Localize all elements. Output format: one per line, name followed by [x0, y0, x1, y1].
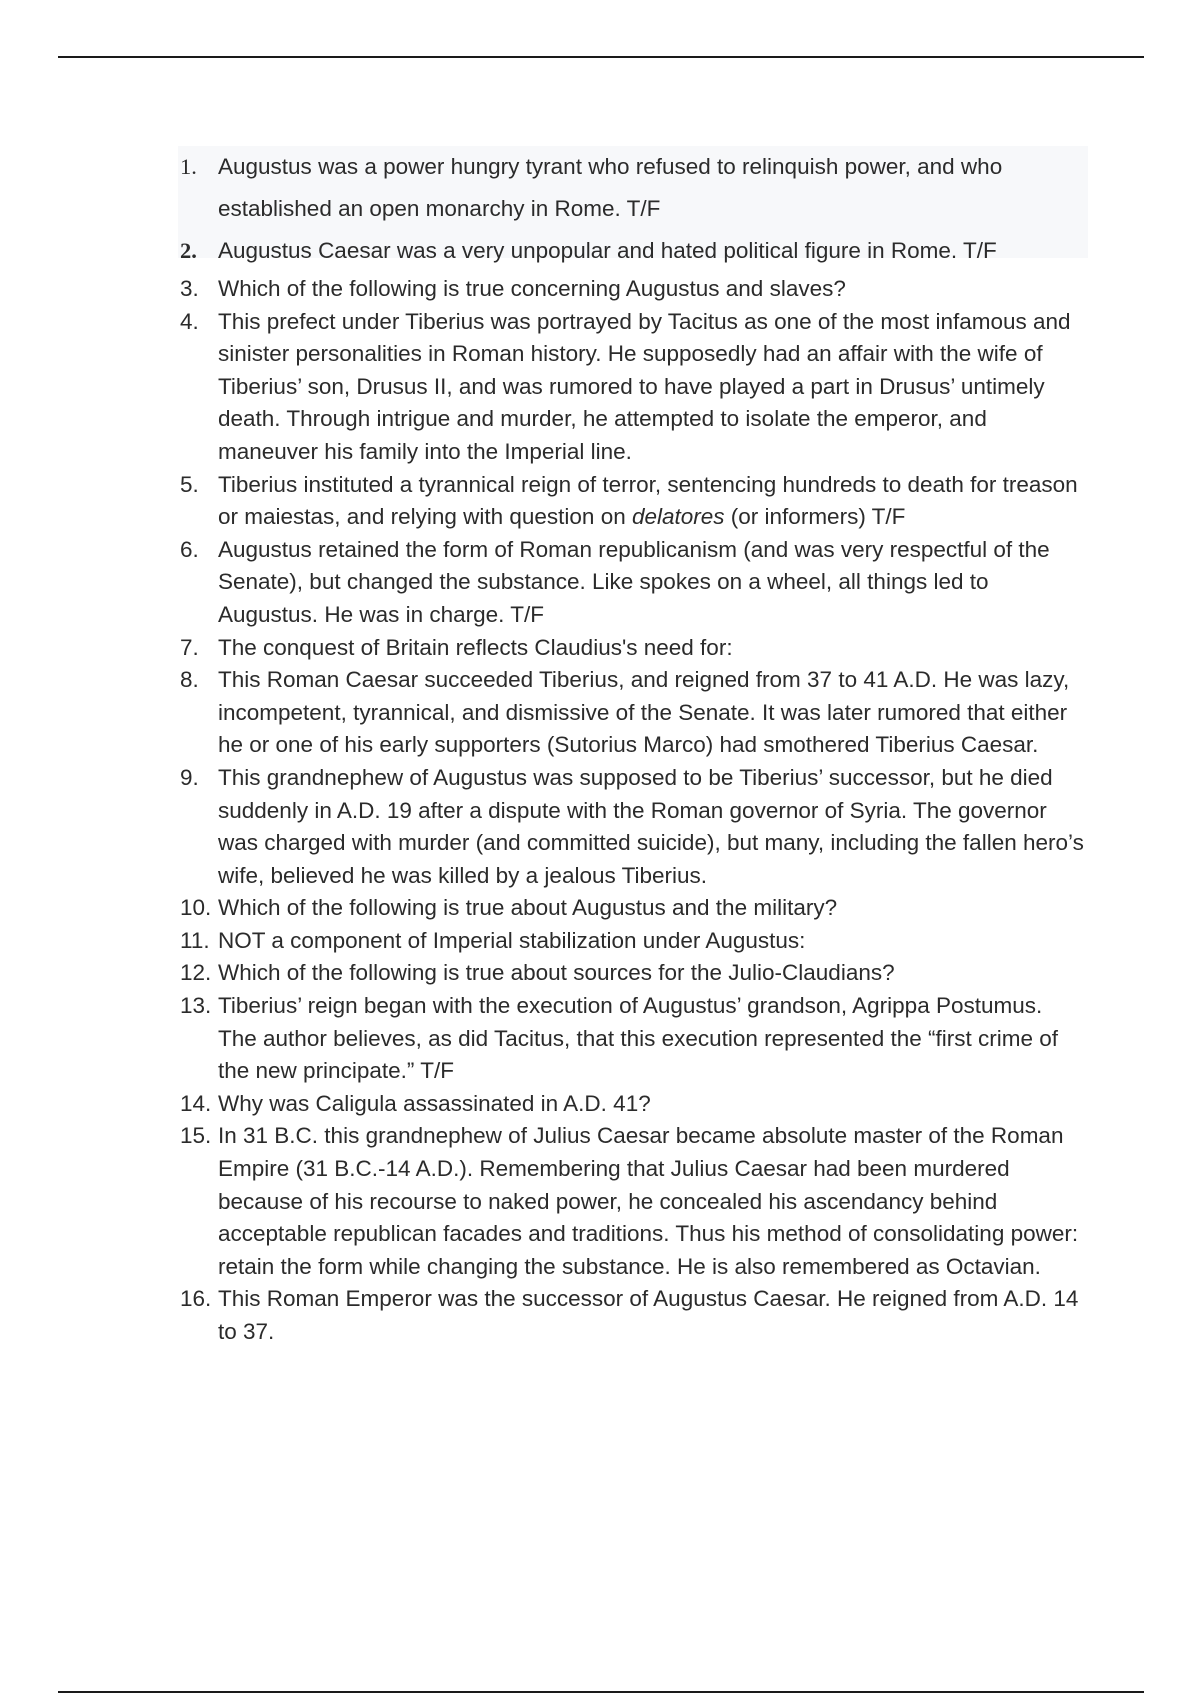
question-number: 16.	[180, 1286, 212, 1312]
question-text: This prefect under Tiberius was portrayed by Tacitus as one of the most infamous and sinister personalities in Roman history. He supposedly had an affair with the wife of Tiberius’ son, Drusus II, and was rumored to have played a part in Drusus’ untimely death. Through intrigue and murder, he attempted to isolate the emperor, and maneuver his family into the Imperial line.	[218, 308, 1071, 464]
question-text: Augustus was a power hungry tyrant who refused to relinquish power, and who established an open monarchy in Rome. T/F	[218, 154, 1003, 221]
question-text: Which of the following is true about Augustus and the military?	[218, 895, 838, 921]
question-item[interactable]	[180, 632, 1085, 665]
question-item[interactable]	[180, 990, 1085, 1088]
question-number: 5.	[180, 471, 199, 497]
question-number: 1.	[180, 154, 197, 179]
question-text-after: (or informers) T/F	[724, 504, 906, 530]
question-text: Tiberius’ reign began with the execution of Augustus’ grandson, Agrippa Postumus. The author believes, as did Tacitus, that this execution represented the “first crime of the new principate.” T/F	[218, 993, 1059, 1084]
question-text: The conquest of Britain reflects Claudius's need for:	[218, 634, 733, 660]
question-item[interactable]	[180, 664, 1085, 762]
question-item[interactable]	[180, 469, 1085, 534]
question-item[interactable]	[180, 534, 1085, 632]
question-number: 7.	[180, 634, 199, 660]
question-number: 6.	[180, 536, 199, 562]
question-number: 13.	[180, 993, 212, 1019]
question-text: Which of the following is true concerning Augustus and slaves?	[218, 276, 846, 301]
question-item[interactable]	[180, 762, 1085, 892]
question-text-before: Tiberius instituted a tyrannical reign of terror, sentencing hundreds to death for treason or maiestas, and relying with question on	[218, 471, 1078, 530]
question-text: Why was Caligula assassinated in A.D. 41?	[218, 1090, 651, 1116]
question-item[interactable]	[180, 957, 1085, 990]
question-text: This Roman Emperor was the successor of Augustus Caesar. He reigned from A.D. 14 to 37.	[218, 1286, 1079, 1344]
question-number: 4.	[180, 308, 199, 334]
question-item[interactable]	[180, 230, 1085, 272]
question-text: This Roman Caesar succeeded Tiberius, and reigned from 37 to 41 A.D. He was lazy, incompetent, tyrannical, and dismissive of the Senate. It was later rumored that either he or one of his early supporters (Sutorius Marco) had smothered Tiberius Caesar.	[218, 667, 1070, 758]
question-number: 9.	[180, 764, 199, 790]
question-text: In 31 B.C. this grandnephew of Julius Caesar became absolute master of the Roman Empire (31 B.C.-14 A.D.). Remembering that Julius Caesar had been murdered because of his recourse to naked power, he concealed his ascendancy behind acceptable republican facades and traditions. Thus his method of consolidating power: retain the form while changing the substance. He is also remembered as Octavian.	[218, 1123, 1079, 1279]
question-number: 14.	[180, 1090, 212, 1116]
question-number: 3.	[180, 276, 199, 301]
question-item[interactable]	[180, 1088, 1085, 1121]
question-item[interactable]	[180, 1120, 1085, 1283]
question-number: 12.	[180, 960, 212, 986]
question-text-italic: delatores	[631, 504, 725, 530]
question-number: 2.	[180, 238, 197, 263]
question-number: 8.	[180, 667, 199, 693]
question-item[interactable]	[180, 146, 1085, 230]
question-number: 11.	[180, 927, 210, 953]
question-text: NOT a component of Imperial stabilization under Augustus:	[218, 927, 806, 953]
question-text: This grandnephew of Augustus was supposed to be Tiberius’ successor, but he died suddenly in A.D. 19 after a dispute with the Roman governor of Syria. The governor was charged with murder (and committed suicide), but many, including the fallen hero’s wife, believed he was killed by a jealous Tiberius.	[218, 764, 1084, 888]
question-item[interactable]	[180, 1283, 1085, 1348]
question-text: Augustus Caesar was a very unpopular and hated political figure in Rome. T/F	[218, 238, 997, 263]
question-item[interactable]	[180, 925, 1085, 958]
question-number: 10.	[180, 895, 212, 921]
question-item[interactable]	[180, 306, 1085, 469]
question-text: Which of the following is true about sources for the Julio-Claudians?	[218, 960, 895, 986]
question-number: 15.	[180, 1123, 212, 1149]
question-list	[180, 146, 1085, 1349]
question-item[interactable]	[180, 892, 1085, 925]
question-item[interactable]	[180, 273, 1085, 306]
question-text: Augustus retained the form of Roman republicanism (and was very respectful of the Senate), but changed the substance. Like spokes on a wheel, all things led to Augustus. He was in charge. T/F	[218, 536, 1050, 627]
bottom-divider	[58, 1691, 1144, 1693]
top-divider	[58, 56, 1144, 58]
